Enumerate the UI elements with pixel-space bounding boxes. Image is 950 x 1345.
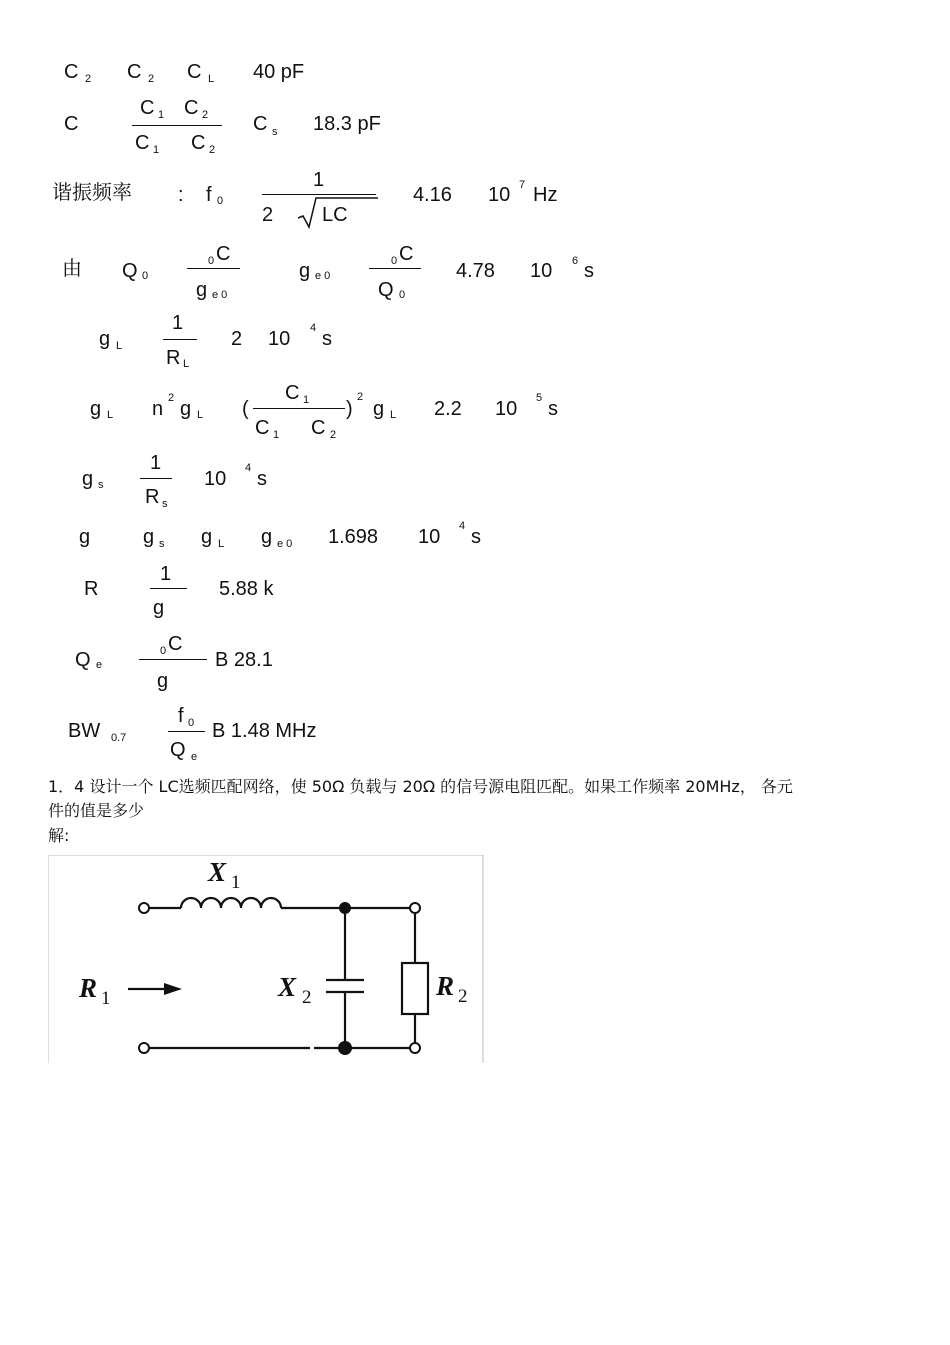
cl-subscript: L: [208, 73, 215, 85]
value: 18.3 pF: [313, 113, 381, 135]
r1-label: R: [79, 973, 98, 1003]
gl-prime-subscript: L: [107, 409, 114, 421]
ten: 10: [530, 260, 553, 282]
denominator-lc: LC: [322, 204, 348, 226]
fraction-bar: [150, 588, 187, 589]
x2-subscript: 2: [302, 987, 312, 1008]
denominator-c1-subscript: 1: [273, 429, 280, 441]
denominator: g: [153, 597, 165, 619]
numerator-c1: C: [285, 382, 300, 404]
r1-subscript: 1: [101, 988, 111, 1009]
c2-symbol: C: [64, 61, 79, 83]
denominator-q: Q: [170, 739, 186, 761]
denominator-c1-subscript: 1: [153, 144, 160, 156]
denominator-c2: C: [311, 417, 326, 439]
denominator-c1: C: [255, 417, 270, 439]
ten: 10: [204, 468, 227, 490]
numerator: 1: [313, 169, 325, 191]
gs-symbol: g: [143, 526, 155, 548]
gl-symbol: g: [201, 526, 213, 548]
c2-prime-symbol: C: [127, 61, 142, 83]
colon: :: [178, 184, 184, 206]
problem-line-2: 件的值是多少: [48, 801, 145, 820]
numerator-c2: C: [184, 97, 199, 119]
x2-label: X: [278, 972, 297, 1002]
paren-exponent: 2: [357, 391, 364, 403]
ge0-subscript: e 0: [277, 538, 293, 550]
value: 5.88 k: [219, 578, 274, 600]
numerator: 1: [160, 563, 172, 585]
num1-omega-sub: 0: [208, 255, 215, 267]
c2-subscript: 2: [85, 73, 92, 85]
ge0-symbol: g: [299, 260, 311, 282]
den2-subscript: 0: [399, 289, 406, 301]
denominator-r: R: [166, 347, 181, 369]
denominator-c1: C: [135, 132, 150, 154]
ge0-symbol: g: [261, 526, 273, 548]
fraction-bar: [132, 125, 222, 126]
fraction-bar-2: [369, 268, 421, 269]
numerator-c1-subscript: 1: [158, 109, 165, 121]
den1-g: g: [196, 279, 208, 301]
ten: 10: [488, 184, 511, 206]
c2-prime-subscript: 2: [148, 73, 155, 85]
x1-subscript: 1: [231, 872, 241, 893]
gs-subscript: s: [98, 479, 104, 491]
value: 40 pF: [253, 61, 305, 83]
cl-symbol: C: [187, 61, 202, 83]
gl-trailing-symbol: g: [373, 398, 385, 420]
numerator-f: f: [178, 705, 184, 727]
numerator-omega-sub: 0: [160, 645, 167, 657]
r2-label: R: [436, 971, 455, 1001]
gl-prime-symbol: g: [90, 398, 102, 420]
exponent: 4: [459, 520, 466, 532]
exponent: 4: [245, 462, 252, 474]
value: B 1.48 MHz: [212, 720, 317, 742]
numerator-c2-subscript: 2: [202, 109, 209, 121]
q0-subscript: 0: [142, 270, 149, 282]
num1-c: C: [216, 243, 231, 265]
denominator-subscript: e: [191, 751, 198, 763]
fraction-bar: [168, 731, 205, 732]
value: 4.16: [413, 184, 452, 206]
n-symbol: n: [152, 398, 164, 420]
right-paren: ): [346, 398, 353, 420]
unit: Hz: [533, 184, 558, 206]
f-symbol: f: [206, 184, 212, 206]
ten: 10: [418, 526, 441, 548]
r2-subscript: 2: [458, 986, 468, 1007]
num2-c: C: [399, 243, 414, 265]
cs-subscript: s: [272, 126, 278, 138]
fraction-bar: [163, 339, 197, 340]
unit: s: [584, 260, 594, 282]
num2-omega-sub: 0: [391, 255, 398, 267]
value: B 28.1: [215, 649, 273, 671]
qe-symbol: Q: [75, 649, 91, 671]
gl-trailing-subscript: L: [390, 409, 397, 421]
unit: s: [257, 468, 267, 490]
you-label: 由: [62, 256, 82, 280]
value: 1.698: [328, 526, 379, 548]
g-total-symbol: g: [79, 526, 91, 548]
f-subscript: 0: [217, 195, 224, 207]
r-symbol: R: [84, 578, 99, 600]
unit: s: [548, 398, 558, 420]
ge0-subscript: e 0: [315, 270, 331, 282]
den1-subscript: e 0: [212, 289, 228, 301]
qe-subscript: e: [96, 659, 103, 671]
fraction-bar: [253, 408, 345, 409]
circuit-diagram: [48, 855, 484, 1063]
left-paren: (: [242, 398, 249, 420]
ten: 10: [268, 328, 291, 350]
bw-subscript: 0.7: [111, 732, 127, 744]
circuit-drawing: [48, 855, 484, 1063]
fraction-bar: [262, 194, 376, 195]
q0-symbol: Q: [122, 260, 138, 282]
gl-subscript: L: [218, 538, 225, 550]
fraction-bar: [140, 478, 172, 479]
gl-symbol: g: [180, 398, 192, 420]
ten: 10: [495, 398, 518, 420]
unit: s: [471, 526, 481, 548]
gs-symbol: g: [82, 468, 94, 490]
exponent: 4: [310, 322, 317, 334]
n-exponent: 2: [168, 392, 175, 404]
exponent: 7: [519, 179, 526, 191]
denominator-c2-subscript: 2: [330, 429, 337, 441]
numerator-c: C: [168, 633, 183, 655]
numerator: 1: [172, 312, 184, 334]
c-symbol: C: [64, 113, 79, 135]
resonant-frequency-label: 谐振频率: [52, 180, 132, 204]
answer-label: 解:: [48, 826, 70, 845]
denominator-r: R: [145, 486, 160, 508]
fraction-bar: [139, 659, 207, 660]
exponent: 5: [536, 392, 543, 404]
value: 2.2: [434, 398, 462, 420]
den2-q: Q: [378, 279, 394, 301]
fraction-bar-1: [187, 268, 240, 269]
denominator-c2: C: [191, 132, 206, 154]
denominator: g: [157, 670, 169, 692]
numerator-subscript: 0: [188, 717, 195, 729]
exponent: 6: [572, 255, 579, 267]
numerator: 1: [150, 452, 162, 474]
unit: s: [322, 328, 332, 350]
cs-symbol: C: [253, 113, 268, 135]
gs-subscript: s: [159, 538, 165, 550]
x1-label: X: [208, 857, 227, 887]
denominator-subscript: L: [183, 358, 190, 370]
gl-subscript: L: [197, 409, 204, 421]
problem-line-1: 1．4 设计一个 LC选频匹配网络，使 50Ω 负载与 20Ω 的信号源电阻匹配。如果工作频率 20MHz， 各元: [48, 777, 793, 796]
denominator-subscript: s: [162, 498, 168, 510]
denominator-c2-subscript: 2: [209, 144, 216, 156]
numerator-c1: C: [140, 97, 155, 119]
denominator-two: 2: [262, 204, 274, 226]
gl-subscript: L: [116, 340, 123, 352]
bw-symbol: BW: [68, 720, 101, 742]
value: 2: [231, 328, 243, 350]
numerator-subscript: 1: [303, 394, 310, 406]
value: 4.78: [456, 260, 495, 282]
gl-symbol: g: [99, 328, 111, 350]
